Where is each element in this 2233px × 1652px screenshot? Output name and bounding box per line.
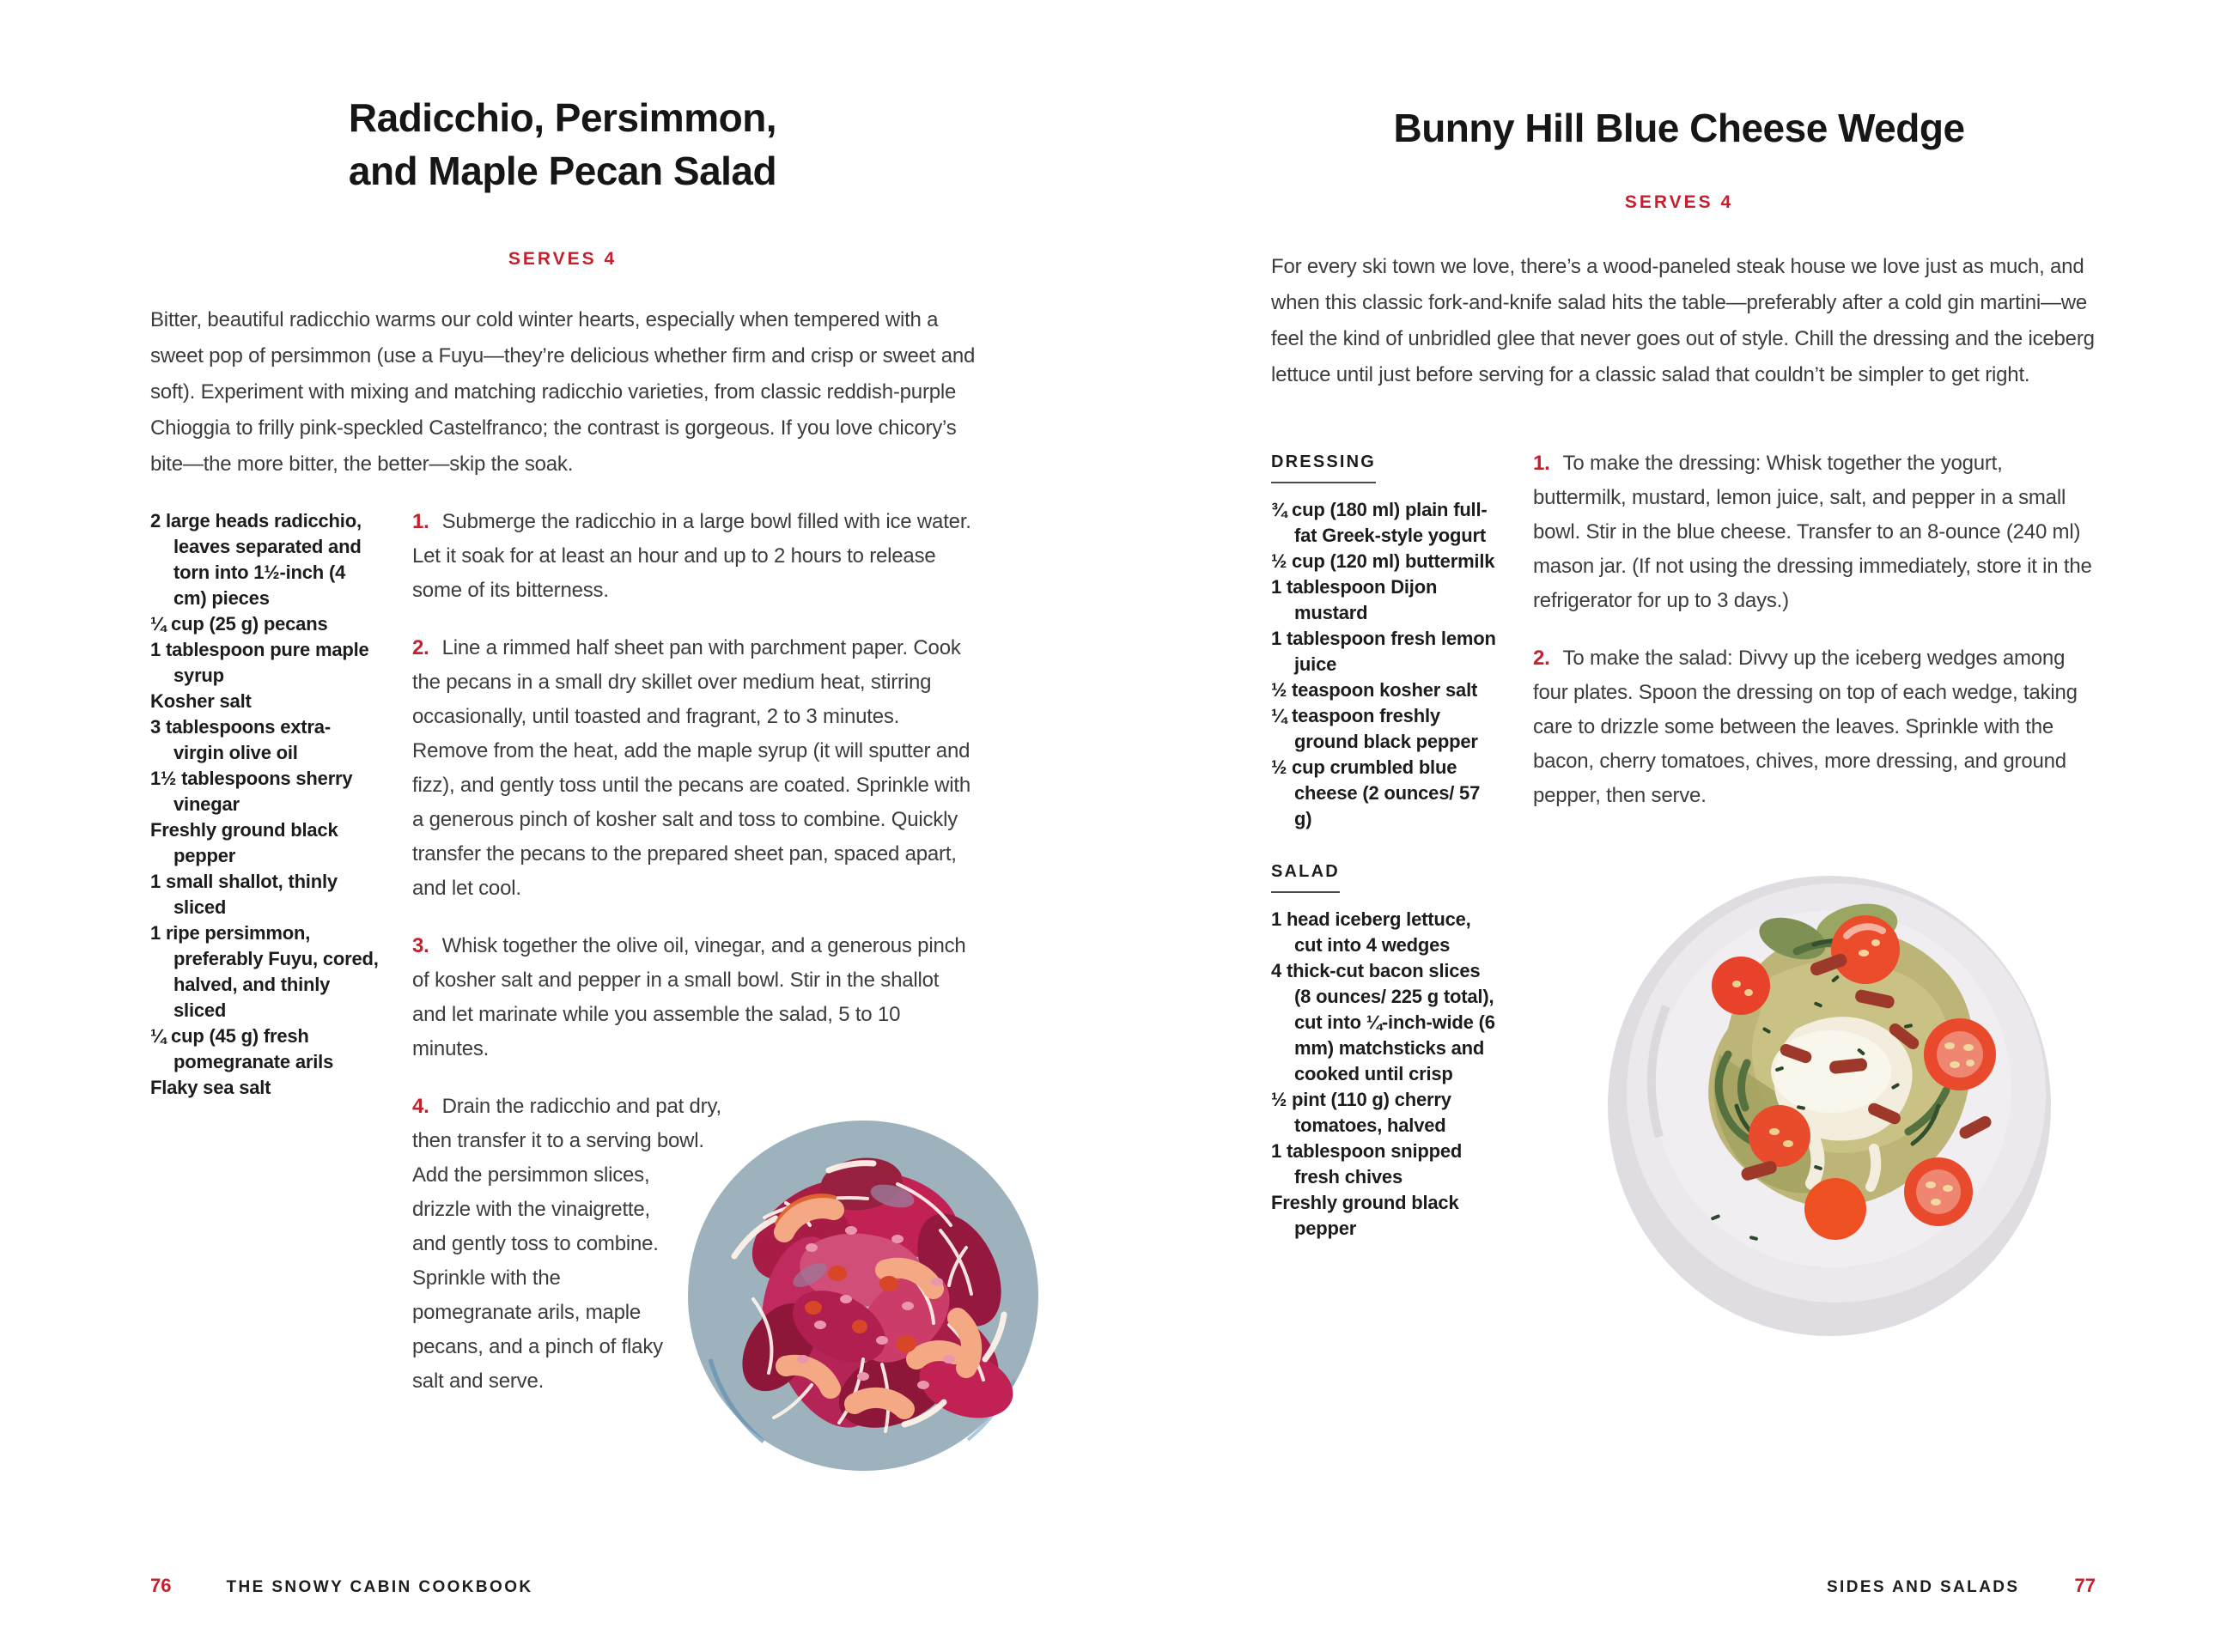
left-page-number: 76	[150, 1575, 172, 1596]
step-text: Whisk together the olive oil, vinegar, and a generous pinch of kosher salt and pepper in a small bowl. Stir in the shallot and let marinate while you assemble the salad, 5 to 10 minutes.	[412, 934, 966, 1060]
ingredient-item: ¼ teaspoon freshly ground black pepper	[1271, 705, 1478, 752]
ingredient-item: ½ cup (120 ml) buttermilk	[1271, 550, 1495, 572]
ingredient-item: 1 ripe persimmon, preferably Fuyu, cored, halved, and thinly sliced	[150, 922, 379, 1021]
right-steps-column	[1533, 446, 2100, 836]
right-serves-label: SERVES 4	[1624, 192, 1734, 212]
ingredient-item: 3 tablespoons extra-virgin olive oil	[150, 716, 331, 763]
ingredient-item: Freshly ground black pepper	[150, 819, 338, 866]
ingredient-item: Flaky sea salt	[150, 1077, 271, 1098]
dressing-ingredients-list	[1271, 497, 1501, 832]
radicchio-salad-illustration	[683, 1102, 1043, 1488]
ingredient-item: ¼ cup (25 g) pecans	[150, 613, 328, 635]
right-ingredients-column	[1271, 448, 1501, 1242]
ingredient-item: 1 tablespoon snipped fresh chives	[1271, 1140, 1463, 1187]
footer-left	[150, 1575, 533, 1597]
ingredient-item: ¾ cup (180 ml) plain full-fat Greek-style yogurt	[1271, 499, 1488, 546]
ingredient-item: 1½ tablespoons sherry vinegar	[150, 768, 353, 815]
ingredient-item: Kosher salt	[150, 690, 252, 712]
left-recipe-title-line1: Radicchio, Persimmon,	[348, 95, 777, 140]
footer-book-title: THE SNOWY CABIN COOKBOOK	[226, 1578, 533, 1596]
wedge-salad-illustration	[1599, 848, 2067, 1346]
step-item	[412, 929, 975, 1066]
step-item	[412, 505, 975, 608]
ingredient-item: 1 tablespoon fresh lemon juice	[1271, 628, 1496, 675]
ingredient-item: ½ pint (110 g) cherry tomatoes, halved	[1271, 1089, 1451, 1136]
footer-right	[1827, 1575, 2096, 1597]
step-item	[1533, 446, 2100, 618]
ingredient-item: 1 head iceberg lettuce, cut into 4 wedges	[1271, 908, 1471, 956]
step-number: 1.	[412, 510, 429, 533]
ingredient-item: 1 tablespoon pure maple syrup	[150, 639, 369, 686]
salad-section-header: SALAD	[1271, 859, 1340, 893]
step-number: 2.	[412, 636, 429, 659]
ingredient-item: Freshly ground black pepper	[1271, 1192, 1459, 1239]
ingredient-item: ½ cup crumbled blue cheese (2 ounces/ 57 g)	[1271, 756, 1481, 829]
right-page-number: 77	[2074, 1575, 2096, 1596]
left-recipe-title	[150, 91, 975, 197]
salad-ingredients-list	[1271, 907, 1501, 1242]
ingredient-item: 1 small shallot, thinly sliced	[150, 871, 338, 918]
step-text: Line a rimmed half sheet pan with parchment paper. Cook the pecans in a small dry skillet over medium heat, stirring occasionally, until toasted and fragrant, 2 to 3 minutes. Remove from the heat, add the maple syrup (it will sputter and fizz), and gently toss until the pecans are coated. Sprinkle with a generous pinch of kosher salt and toss to combine. Quickly transfer the pecans to the prepared sheet pan, spaced apart, and let cool.	[412, 636, 971, 900]
right-steps-list	[1533, 446, 2100, 813]
left-serves-label: SERVES 4	[508, 249, 618, 269]
step-item	[412, 631, 975, 906]
step-text: Drain the radicchio and pat dry, then transfer it to a serving bowl. Add the persimmon slices, drizzle with the vinaigrette, and gently toss to combine. Sprinkle with the pomegranate arils, maple pecans, and a pinch of flaky salt and serve.	[412, 1095, 721, 1393]
step-number: 2.	[1533, 647, 1550, 670]
step-item	[1533, 641, 2100, 813]
wedge-salad-plate-svg	[1599, 848, 2067, 1346]
ingredient-item: 1 tablespoon Dijon mustard	[1271, 576, 1438, 623]
left-ingredients-list	[150, 508, 380, 1101]
ingredient-item: 4 thick-cut bacon slices (8 ounces/ 225 g total), cut into ¼-inch-wide (6 mm) matchsticks and cooked until crisp	[1271, 960, 1495, 1084]
dressing-section-header: DRESSING	[1271, 449, 1376, 483]
left-recipe-title-line2: and Maple Pecan Salad	[348, 149, 777, 193]
ingredient-item: ½ teaspoon kosher salt	[1271, 679, 1478, 701]
right-recipe-intro: For every ski town we love, there’s a wood-paneled steak house we love just as much, and when this classic fork-and-knife salad hits the table—preferably after a cold gin martini—we feel the kind of unbridled glee that never goes out of style. Chill the dressing and the iceberg lettuce until just before serving for a classic salad that couldn’t be simpler to get right.	[1271, 255, 2095, 386]
ingredient-item: ¼ cup (45 g) fresh pomegranate arils	[150, 1025, 334, 1072]
ingredient-item: 2 large heads radicchio, leaves separated and torn into 1½-inch (4 cm) pieces	[150, 510, 362, 609]
step-text: To make the dressing: Whisk together the yogurt, buttermilk, mustard, lemon juice, salt, and pepper in a small bowl. Stir in the blue cheese. Transfer to an 8-ounce (240 ml) mason jar. (If not using the dressing immediately, store it in the refrigerator for up to 3 days.)	[1533, 452, 2092, 612]
step-text: To make the salad: Divvy up the iceberg wedges among four plates. Spoon the dressing on top of each wedge, taking care to drizzle some between the leaves. Sprinkle with the bacon, cherry tomatoes, chives, more dressing, and ground pepper, then serve.	[1533, 647, 2078, 807]
step-number: 3.	[412, 934, 429, 957]
step-number: 1.	[1533, 452, 1550, 475]
radicchio-salad-plate-svg	[683, 1102, 1043, 1488]
step-text: Submerge the radicchio in a large bowl filled with ice water. Let it soak for at least an hour and up to 2 hours to release some of its bitterness.	[412, 510, 971, 602]
left-recipe-intro: Bitter, beautiful radicchio warms our cold winter hearts, especially when tempered with a sweet pop of persimmon (use a Fuyu—they’re delicious whether firm and crisp or sweet and soft). Experiment with mixing and matching radicchio varieties, from classic reddish-purple Chioggia to frilly pink-speckled Castelfranco; the contrast is gorgeous. If you love chicory’s bite—the more bitter, the better—skip the soak.	[150, 308, 976, 476]
footer-section-title: SIDES AND SALADS	[1826, 1578, 2020, 1596]
right-recipe-title: Bunny Hill Blue Cheese Wedge	[1393, 106, 1965, 150]
step-number: 4.	[412, 1095, 429, 1118]
